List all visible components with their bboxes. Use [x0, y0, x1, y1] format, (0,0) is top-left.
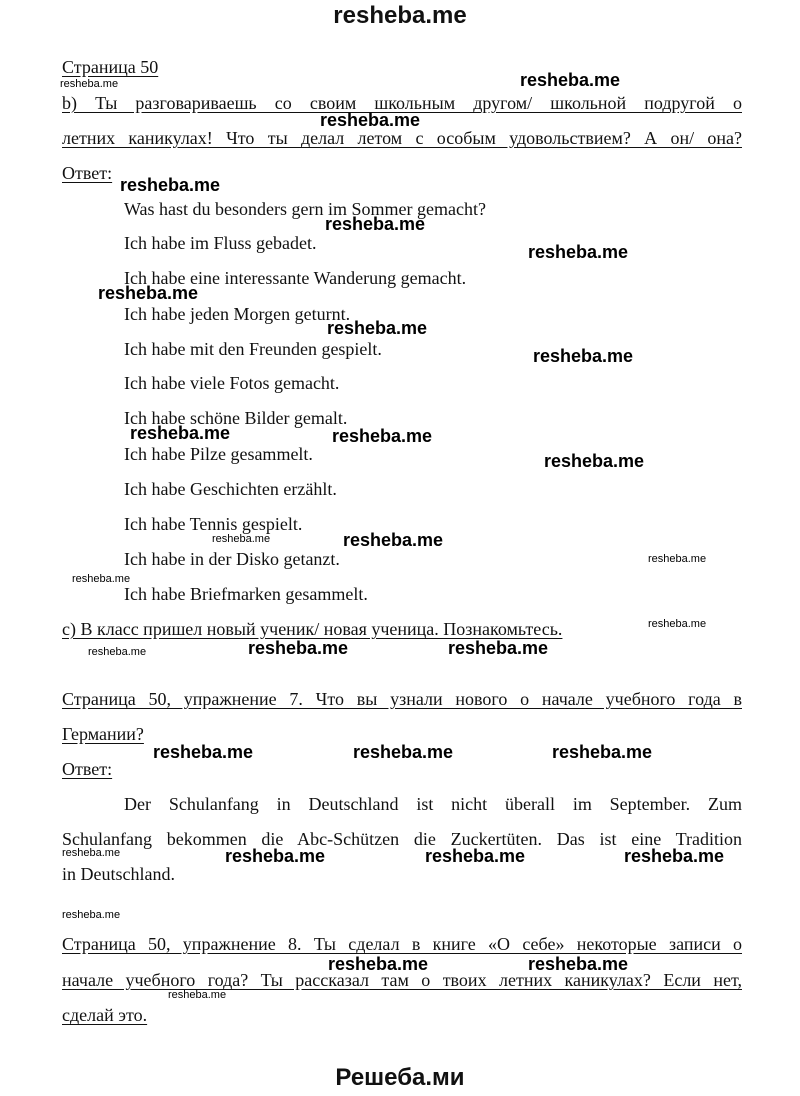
exercise-7-para-line-3: in Deutschland. — [62, 864, 175, 884]
answer-line: Ich habe in der Disko getanzt. — [124, 549, 340, 569]
watermark: resheba.me — [320, 110, 421, 130]
answer-line: Ich habe schöne Bilder gemalt. — [124, 408, 348, 428]
watermark: resheba.me — [425, 846, 526, 866]
watermark: resheba.me — [328, 954, 429, 974]
answer-line: Ich habe mit den Freunden gespielt. — [124, 339, 382, 359]
task-c: c) В класс пришел новый ученик/ новая ученица. Познакомьтесь. — [62, 619, 563, 639]
watermark: resheba.me — [528, 954, 629, 974]
site-header: resheba.me — [333, 2, 467, 29]
watermark: resheba.me — [343, 530, 444, 550]
watermark: resheba.me — [528, 242, 629, 262]
watermark: resheba.me — [327, 318, 428, 338]
watermark-small: resheba.me — [648, 618, 707, 630]
watermark: resheba.me — [624, 846, 725, 866]
watermark: resheba.me — [533, 346, 634, 366]
watermark-small: resheba.me — [648, 553, 707, 565]
task-b-line-1: b) Ты разговариваешь со своим школьным другом/ школьной подругой о — [62, 93, 742, 113]
answer-line: Ich habe Geschichten erzählt. — [124, 479, 337, 499]
answer-line: Ich habe Briefmarken gesammelt. — [124, 584, 368, 604]
answer-line: Ich habe jeden Morgen geturnt. — [124, 304, 351, 324]
exercise-7-line-1: Страница 50, упражнение 7. Что вы узнали нового о начале учебного года в — [62, 689, 742, 709]
watermark: resheba.me — [325, 214, 426, 234]
answer-label-7: Ответ: — [62, 759, 113, 779]
watermark: resheba.me — [552, 742, 653, 762]
page-label: Страница 50 — [62, 57, 159, 77]
answer-line: Ich habe im Fluss gebadet. — [124, 233, 317, 253]
watermark: resheba.me — [248, 638, 349, 658]
exercise-8-line-3: сделай это. — [62, 1005, 148, 1025]
watermark: resheba.me — [448, 638, 549, 658]
site-footer: Решеба.ми — [335, 1064, 465, 1091]
exercise-8-line-2: начале учебного года? Ты рассказал там о твоих летних каникулах? Если нет, — [62, 970, 742, 990]
watermark-small: resheba.me — [88, 646, 147, 658]
exercise-7-para-line-2: Schulanfang bekommen die Abc-Schützen die Zuckertüten. Das ist eine Tradition — [62, 829, 742, 849]
watermark: resheba.me — [98, 283, 199, 303]
answer-label-b: Ответ: — [62, 163, 113, 183]
watermark: resheba.me — [332, 426, 433, 446]
answer-line: Ich habe eine interessante Wanderung gemacht. — [124, 268, 467, 288]
watermark: resheba.me — [225, 846, 326, 866]
watermark: resheba.me — [130, 423, 231, 443]
exercise-7-line-2: Германии? — [62, 724, 144, 744]
watermark-small: resheba.me — [60, 78, 119, 90]
answer-line: Was hast du besonders gern im Sommer gemacht? — [124, 199, 486, 219]
watermark: resheba.me — [353, 742, 454, 762]
answer-line: Ich habe Tennis gespielt. — [124, 514, 303, 534]
exercise-7-para-line-1: Der Schulanfang in Deutschland ist nicht überall im September. Zum — [124, 794, 742, 814]
watermark-small: resheba.me — [62, 847, 121, 859]
watermark: resheba.me — [520, 70, 621, 90]
answer-line: Ich habe viele Fotos gemacht. — [124, 373, 340, 393]
watermark: resheba.me — [120, 175, 221, 195]
watermark: resheba.me — [544, 451, 645, 471]
watermark-small: resheba.me — [168, 989, 227, 1001]
answer-line: Ich habe Pilze gesammelt. — [124, 444, 313, 464]
watermark-small: resheba.me — [62, 909, 121, 921]
watermark-small: resheba.me — [72, 573, 131, 585]
exercise-8-line-1: Страница 50, упражнение 8. Ты сделал в книге «О себе» некоторые записи о — [62, 934, 742, 954]
watermark: resheba.me — [153, 742, 254, 762]
watermark-small: resheba.me — [212, 533, 271, 545]
task-b-line-2: летних каникулах! Что ты делал летом с особым удовольствием? А он/ она? — [62, 128, 742, 148]
